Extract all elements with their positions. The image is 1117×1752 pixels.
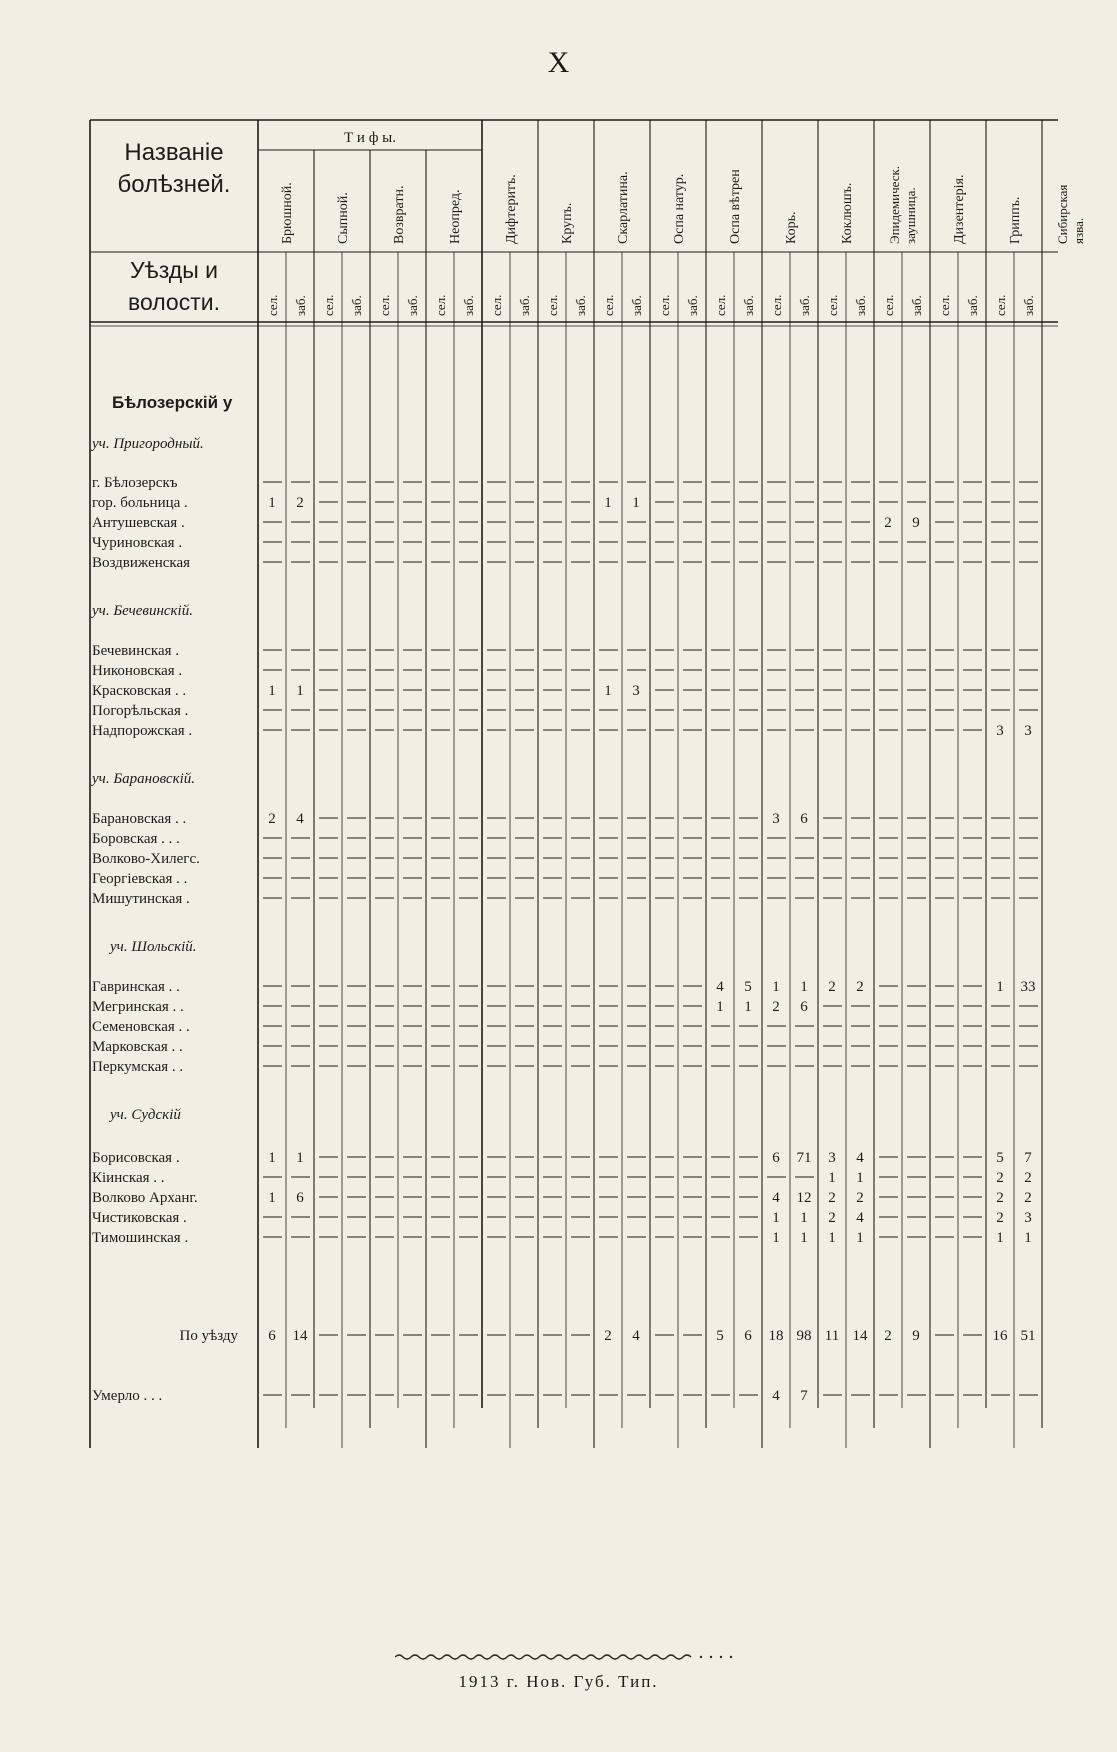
data-cell: 2 [1024, 1170, 1032, 1186]
data-cell: 3 [1024, 723, 1032, 739]
section-label: уч. Шольскій. [110, 939, 197, 955]
data-cell: 2 [828, 1210, 836, 1226]
total-cell: 6 [744, 1328, 752, 1344]
subheader-zab: заб. [517, 295, 532, 316]
disease-header: Брюшной. [280, 182, 295, 244]
disease-title-line1: Названіе [124, 139, 224, 166]
data-cell: 1 [996, 1230, 1004, 1246]
total-cell: 9 [912, 1328, 920, 1344]
total-cell: 51 [1020, 1328, 1036, 1344]
data-cell: 4 [296, 811, 304, 827]
subheader-sel: сел. [825, 294, 840, 316]
row-label: г. Бѣлозерскъ [92, 475, 178, 491]
subheader-sel: сел. [433, 294, 448, 316]
printer-imprint: 1913 г. Нов. Губ. Тип. [458, 1672, 659, 1691]
total-cell: 11 [824, 1328, 840, 1344]
data-cell: 4 [856, 1210, 864, 1226]
row-label: Кіинская . . [92, 1170, 165, 1186]
data-cell: 1 [744, 999, 752, 1015]
data-cell: 2 [996, 1190, 1004, 1206]
data-cell: 4 [772, 1190, 780, 1206]
disease-header: Дизентерія. [952, 174, 967, 244]
row-label: Чистиковская . [92, 1210, 187, 1226]
row-label: Надпорожская . [92, 723, 193, 739]
row-label: Волково-Хилегс. [92, 851, 200, 867]
subheader-zab: заб. [629, 295, 644, 316]
data-cell: 2 [1024, 1190, 1032, 1206]
row-label: Борисовская . [92, 1150, 180, 1166]
row-label: Марковская . . [92, 1039, 183, 1055]
subheader-zab: заб. [461, 295, 476, 316]
data-cell: 3 [772, 811, 780, 827]
data-cell: 3 [1024, 1210, 1032, 1226]
data-cell: 1 [828, 1170, 836, 1186]
subheader-zab: заб. [741, 295, 756, 316]
row-label: Перкумская . . [92, 1059, 184, 1075]
data-cell: 1 [856, 1230, 864, 1246]
deaths-label: Умерло . . . [92, 1388, 163, 1404]
data-cell: 1 [268, 1190, 276, 1206]
data-cell: 1 [772, 1230, 780, 1246]
subheader-zab: заб. [573, 295, 588, 316]
data-cell: 71 [796, 1150, 812, 1166]
disease-header: Оспа натур. [672, 173, 687, 244]
totals-label: По уѣзду [179, 1328, 238, 1344]
data-cell: 1 [604, 683, 612, 699]
disease-header: Дифтеритъ. [504, 174, 519, 244]
total-cell: 5 [716, 1328, 724, 1344]
subheader-zab: заб. [293, 295, 308, 316]
subheader-sel: сел. [657, 294, 672, 316]
district-title-line2: волости. [128, 289, 220, 315]
row-label: Бечевинская . [92, 643, 180, 659]
district-title-line1: Уѣзды и [130, 257, 218, 283]
total-cell: 4 [632, 1328, 640, 1344]
total-cell: 2 [604, 1328, 612, 1344]
subheader-sel: сел. [321, 294, 336, 316]
total-cell: 18 [768, 1328, 784, 1344]
data-cell: 2 [296, 495, 304, 511]
subheader-zab: заб. [853, 295, 868, 316]
subheader-sel: сел. [545, 294, 560, 316]
data-cell: 5 [744, 979, 752, 995]
total-cell: 6 [268, 1328, 276, 1344]
total-cell: 2 [884, 1328, 892, 1344]
data-cell: 1 [296, 1150, 304, 1166]
data-cell: 1 [268, 495, 276, 511]
data-cell: 4 [856, 1150, 864, 1166]
row-label: Красковская . . [92, 683, 187, 699]
row-label: Гавринская . . [92, 979, 180, 995]
total-cell: 14 [852, 1328, 868, 1344]
disease-header: заушница. [903, 187, 918, 244]
section-label: уч. Бечевинскій. [92, 603, 193, 619]
decorative-wave-rule [395, 1652, 735, 1662]
subheader-sel: сел. [489, 294, 504, 316]
subheader-zab: заб. [405, 295, 420, 316]
subheader-sel: сел. [713, 294, 728, 316]
row-label: Мегринская . . [92, 999, 184, 1015]
data-cell: 6 [772, 1150, 780, 1166]
data-cell: 1 [604, 495, 612, 511]
total-cell: 16 [992, 1328, 1008, 1344]
row-label: Погорѣльская . [92, 703, 189, 719]
data-cell: 1 [800, 1230, 808, 1246]
data-cell: 1 [772, 979, 780, 995]
data-cell: 2 [828, 979, 836, 995]
disease-header: Неопред. [448, 189, 463, 244]
data-cell: 7 [1024, 1150, 1032, 1166]
subheader-zab: заб. [909, 295, 924, 316]
total-cell: 98 [796, 1328, 812, 1344]
subheader-zab: заб. [797, 295, 812, 316]
disease-header: Возвратн. [392, 185, 407, 244]
data-cell: 1 [632, 495, 640, 511]
data-cell: 33 [1020, 979, 1036, 995]
data-cell: 1 [828, 1230, 836, 1246]
row-label: Мишутинская . [92, 891, 190, 907]
data-cell: 3 [996, 723, 1004, 739]
data-cell: 3 [828, 1150, 836, 1166]
subheader-zab: заб. [1021, 295, 1036, 316]
row-label: Антушевская . [92, 515, 185, 531]
subheader-zab: заб. [965, 295, 980, 316]
data-cell: 6 [296, 1190, 304, 1206]
subheader-sel: сел. [881, 294, 896, 316]
disease-header: Оспа вѣтрен [728, 169, 743, 244]
subheader-sel: сел. [377, 294, 392, 316]
row-label: Семеновская . . [92, 1019, 190, 1035]
row-label: Волково Арханг. [92, 1190, 198, 1206]
disease-header: Скарлатина. [616, 171, 631, 244]
row-label: Никоновская . [92, 663, 183, 679]
data-cell: 2 [856, 1190, 864, 1206]
uezd-title: Бѣлозерскій у [112, 393, 233, 412]
data-cell: 2 [884, 515, 892, 531]
deaths-cell: 4 [772, 1388, 780, 1404]
subheader-sel: сел. [993, 294, 1008, 316]
row-label: Воздвиженская [92, 555, 191, 571]
data-cell: 1 [716, 999, 724, 1015]
data-cell: 1 [772, 1210, 780, 1226]
data-cell: 4 [716, 979, 724, 995]
data-cell: 1 [268, 1150, 276, 1166]
subheader-sel: сел. [265, 294, 280, 316]
section-label: уч. Барановскій. [92, 771, 196, 787]
data-cell: 1 [1024, 1230, 1032, 1246]
disease-header: Сибирская [1055, 184, 1070, 244]
typhus-group-label: Т и ф ы. [344, 130, 396, 146]
page-number: X [547, 46, 570, 79]
row-label: Георгіевская . . [92, 871, 188, 887]
row-label: гор. больница . [92, 495, 188, 511]
subheader-sel: сел. [601, 294, 616, 316]
disease-header: Корь. [784, 211, 799, 244]
subheader-zab: заб. [349, 295, 364, 316]
section-label: уч. Пригородный. [92, 436, 204, 452]
data-cell: 6 [800, 811, 808, 827]
disease-header: язва. [1071, 217, 1086, 244]
data-cell: 2 [856, 979, 864, 995]
section-label: уч. Судскій [110, 1107, 181, 1123]
data-cell: 5 [996, 1150, 1004, 1166]
total-cell: 14 [292, 1328, 308, 1344]
row-label: Барановская . . [92, 811, 187, 827]
subheader-sel: сел. [937, 294, 952, 316]
data-cell: 2 [828, 1190, 836, 1206]
data-cell: 1 [800, 1210, 808, 1226]
disease-title-line2: болѣзней. [117, 171, 231, 198]
disease-header: Гриппъ. [1008, 196, 1023, 244]
subheader-zab: заб. [685, 295, 700, 316]
data-cell: 2 [996, 1210, 1004, 1226]
disease-header: Коклюшъ. [840, 182, 855, 244]
data-cell: 9 [912, 515, 920, 531]
row-label: Тимошинская . [92, 1230, 189, 1246]
disease-header: Сыпной. [336, 192, 351, 244]
disease-header: Крупъ. [560, 202, 575, 244]
data-cell: 3 [632, 683, 640, 699]
disease-header: Эпидемическ. [887, 165, 902, 244]
data-cell: 1 [296, 683, 304, 699]
data-cell: 2 [996, 1170, 1004, 1186]
deaths-cell: 7 [800, 1388, 808, 1404]
row-label: Боровская . . . [92, 831, 180, 847]
data-cell: 2 [772, 999, 780, 1015]
data-cell: 1 [268, 683, 276, 699]
data-cell: 12 [796, 1190, 812, 1206]
subheader-sel: сел. [769, 294, 784, 316]
data-cell: 1 [800, 979, 808, 995]
data-cell: 6 [800, 999, 808, 1015]
data-cell: 1 [856, 1170, 864, 1186]
data-cell: 1 [996, 979, 1004, 995]
data-cell: 2 [268, 811, 276, 827]
row-label: Чуриновская . [92, 535, 183, 551]
